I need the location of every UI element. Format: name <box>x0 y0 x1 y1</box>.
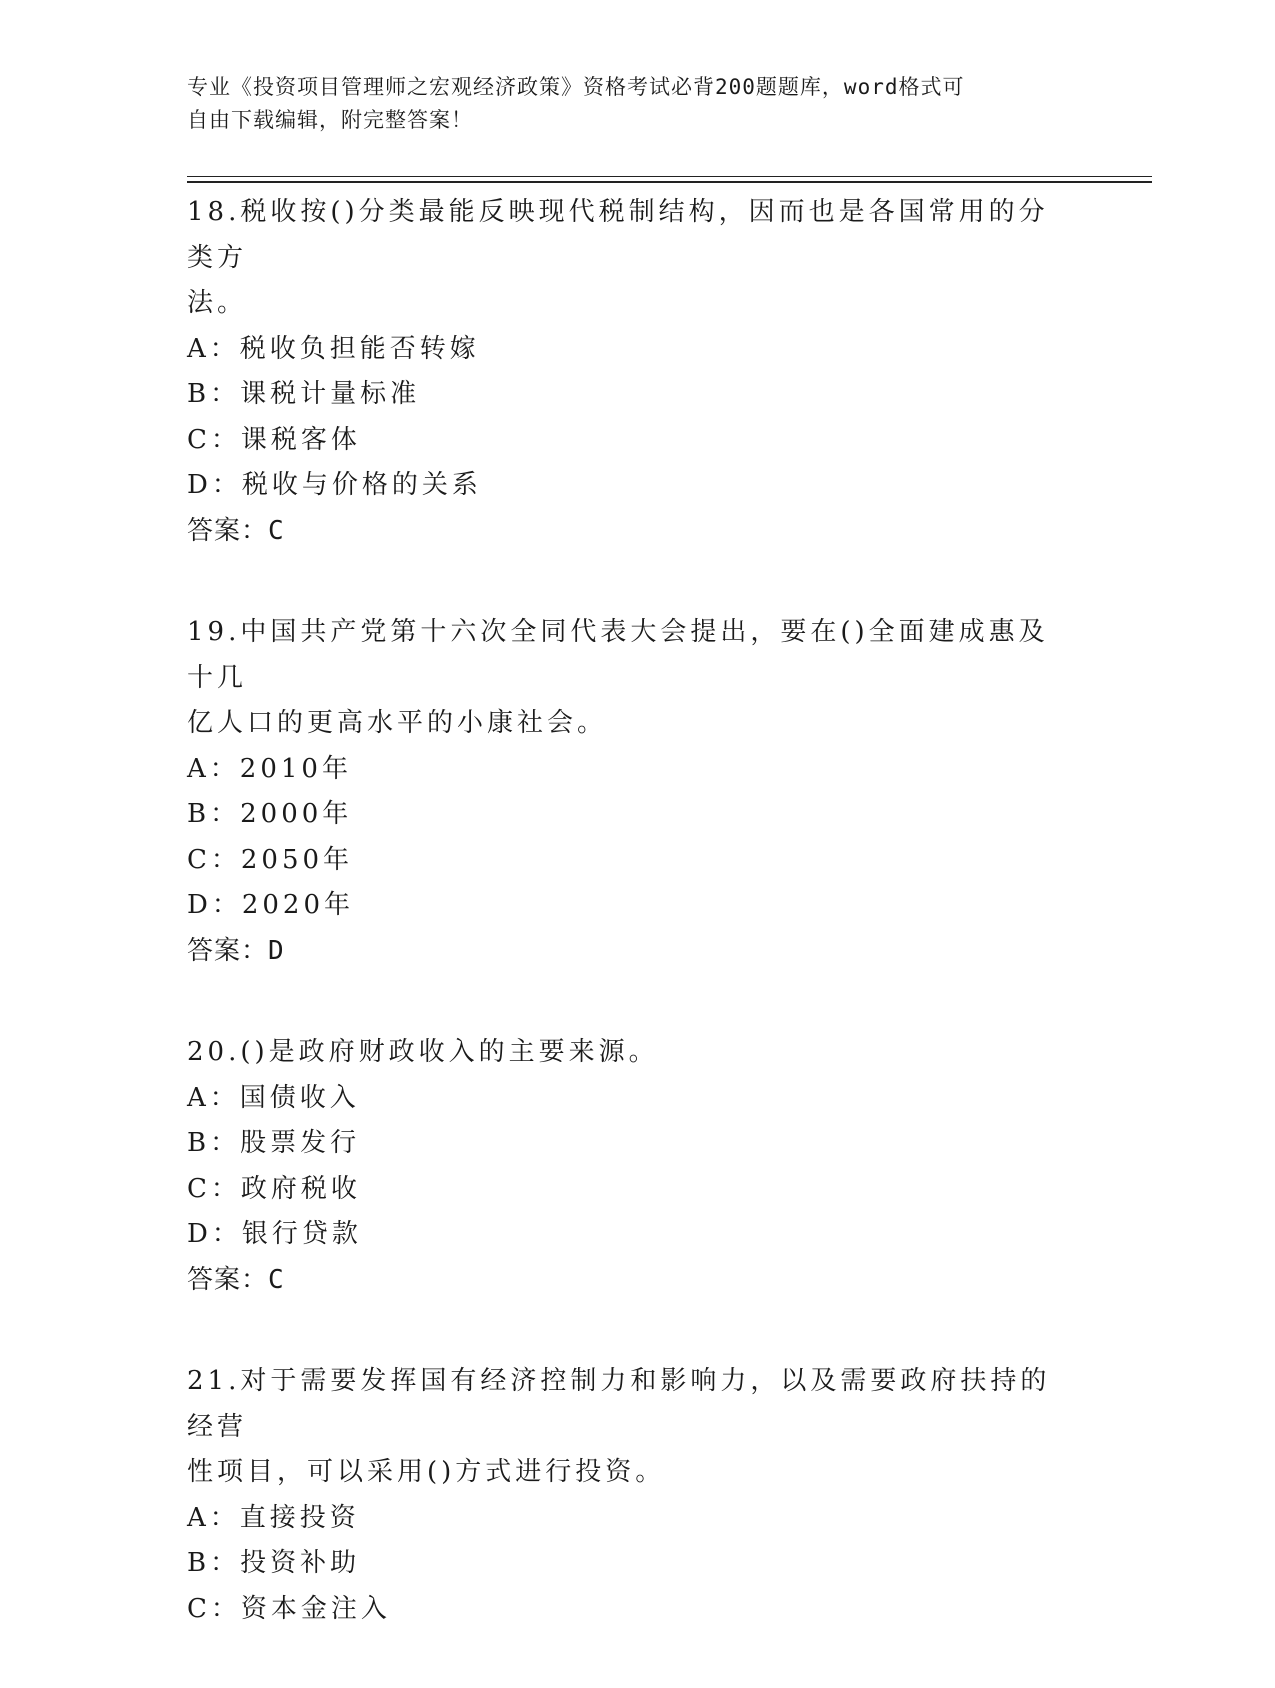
question-19 <box>187 610 1087 974</box>
option-a: A：直接投资 <box>187 1502 360 1533</box>
option-c: C：2050年 <box>187 844 354 875</box>
option-a: A：国债收入 <box>187 1082 360 1113</box>
header-divider-thin <box>187 176 1152 177</box>
question-stem-line: 21.对于需要发挥国有经济控制力和影响力，以及需要政府扶持的经营 <box>187 1366 1051 1442</box>
option-c: C：资本金注入 <box>187 1593 391 1624</box>
question-stem-line: 性项目，可以采用()方式进行投资。 <box>187 1457 666 1487</box>
answer-value: C <box>268 1264 285 1295</box>
answer-value: D <box>268 935 285 966</box>
option-a: A：税收负担能否转嫁 <box>187 333 480 364</box>
question-stem-line: 亿人口的更高水平的小康社会。 <box>187 708 608 738</box>
header-line-1: 专业《投资项目管理师之宏观经济政策》资格考试必背200题题库，word格式可 <box>187 75 965 99</box>
header-line-2: 自由下载编辑，附完整答案！ <box>187 108 473 132</box>
question-stem-line: 法。 <box>187 288 248 318</box>
option-c: C：课税客体 <box>187 424 361 455</box>
option-b: B：投资补助 <box>187 1548 361 1578</box>
answer-line <box>187 1258 1087 1304</box>
option-d: D：税收与价格的关系 <box>187 470 482 500</box>
option-b: B：2000年 <box>187 799 353 829</box>
option-c: C：政府税收 <box>187 1173 361 1204</box>
document-header <box>187 71 1087 137</box>
option-a: A：2010年 <box>187 753 352 784</box>
answer-label: 答案： <box>187 935 269 966</box>
option-d: D：2020年 <box>187 890 355 920</box>
question-stem-line: 20.()是政府财政收入的主要来源。 <box>187 1037 659 1067</box>
question-20 <box>187 1030 1087 1303</box>
option-b: B：课税计量标准 <box>187 379 421 409</box>
option-b: B：股票发行 <box>187 1128 361 1158</box>
question-stem-line: 18.税收按()分类最能反映现代税制结构，因而也是各国常用的分类方 <box>187 197 1049 273</box>
option-d: D：银行贷款 <box>187 1219 362 1249</box>
question-18 <box>187 190 1087 554</box>
question-21 <box>187 1359 1087 1632</box>
answer-label: 答案： <box>187 1264 269 1295</box>
answer-value: C <box>268 515 285 546</box>
answer-line <box>187 929 1087 975</box>
answer-label: 答案： <box>187 515 269 546</box>
question-list <box>187 190 1087 1688</box>
header-divider-thick <box>187 181 1152 183</box>
question-stem-line: 19.中国共产党第十六次全同代表大会提出，要在()全面建成惠及十几 <box>187 617 1049 693</box>
answer-line <box>187 509 1087 555</box>
